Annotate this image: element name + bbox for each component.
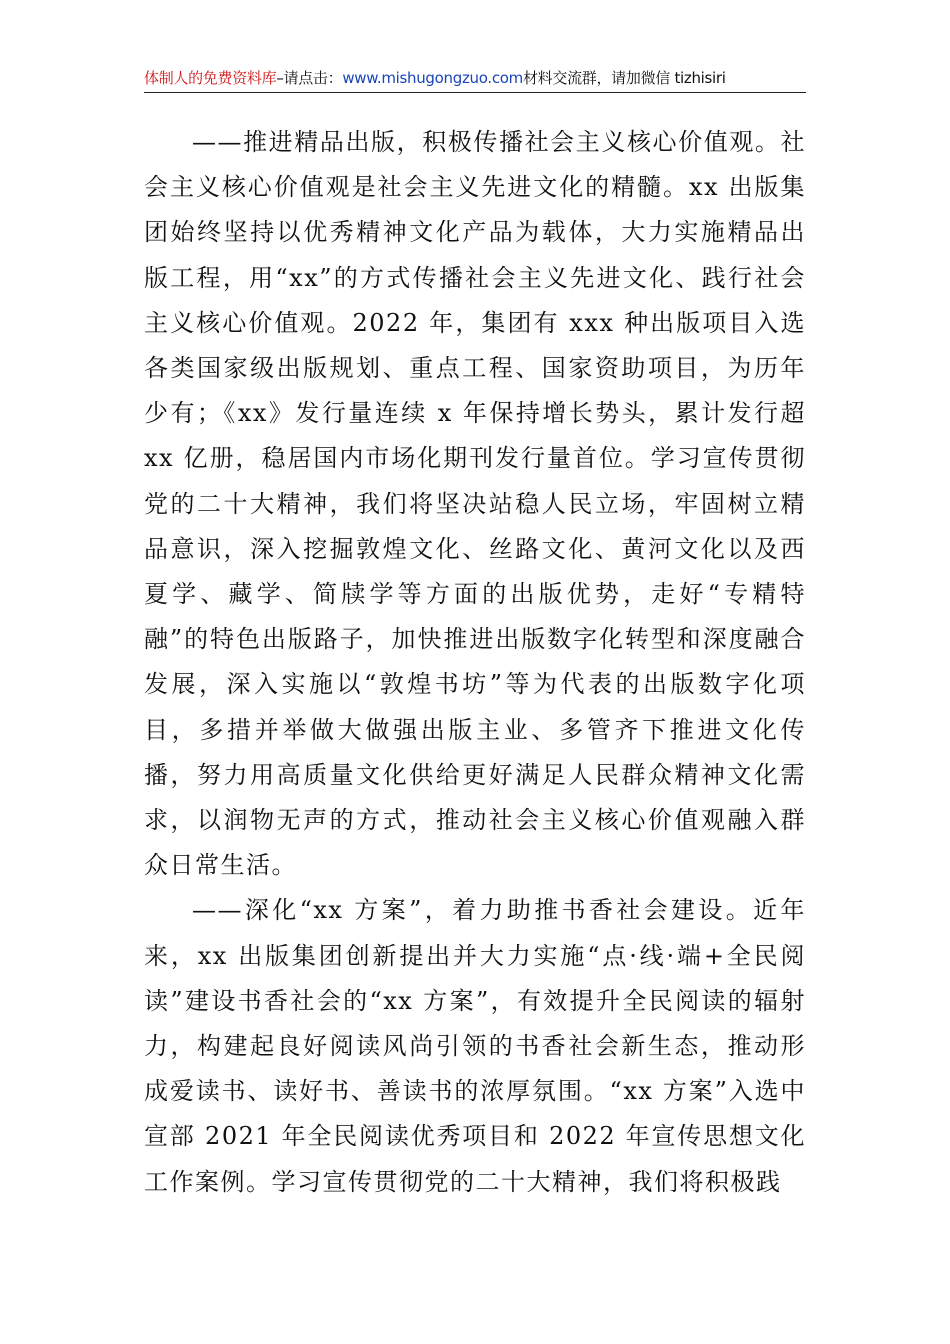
header-brand: 体制人的免费资料库 — [144, 69, 277, 87]
paragraph-xx-plan: ——深化“xx 方案”，着力助推书香社会建设。近年来，xx 出版集团创新提出并大力实施“点·线·端+全民阅读”建设书香社会的“xx 方案”，有效提升全民阅读的辐射力，构建起良好阅读风尚引领的书香社会新生态，推动形成爱读书、读好书、善读书的浓厚氛围。“xx 方案”入选中宣部 2021 年全民阅读优秀项目和 2022 年宣传思想文化工作案例。学习宣传贯彻党的二十大精神，我们将积极践 — [144, 896, 806, 1196]
paragraph-quality-publishing: ——推进精品出版，积极传播社会主义核心价值观。社会主义核心价值观是社会主义先进文化的精髓。xx 出版集团始终坚持以优秀精神文化产品为载体，大力实施精品出版工程，用“xx”的方式传播社会主义先进文化、践行社会主义核心价值观。2022 年，集团有 xxx 种出版项目入选各类国家级出版规划、重点工程、国家资助项目，为历年少有；《xx》发行量连续 x 年保持增长势头，累计发行超 xx 亿册，稳居国内市场化期刊发行量首位。学习宣传贯彻党的二十大精神，我们将坚决站稳人民立场，牢固树立精品意识，深入挖掘敦煌文化、丝路文化、黄河文化以及西夏学、藏学、简牍学等方面的出版优势，走好“专精特融”的特色出版路子，加快推进出版数字化转型和深度融合发展，深入实施以“敦煌书坊”等为代表的出版数字化项目，多措并举做大做强出版主业、多管齐下推进文化传播，努力用高质量文化供给更好满足人民群众精神文化需求，以润物无声的方式，推动社会主义核心价值观融入群众日常生活。 — [144, 128, 806, 880]
header-prompt: –请点击： — [276, 69, 343, 87]
header-note: 材料交流群，请加微信 tizhisiri — [522, 69, 726, 87]
page-header — [144, 64, 806, 93]
document-body — [144, 120, 806, 1205]
header-link[interactable]: www.mishugongzuo.com — [342, 69, 523, 87]
